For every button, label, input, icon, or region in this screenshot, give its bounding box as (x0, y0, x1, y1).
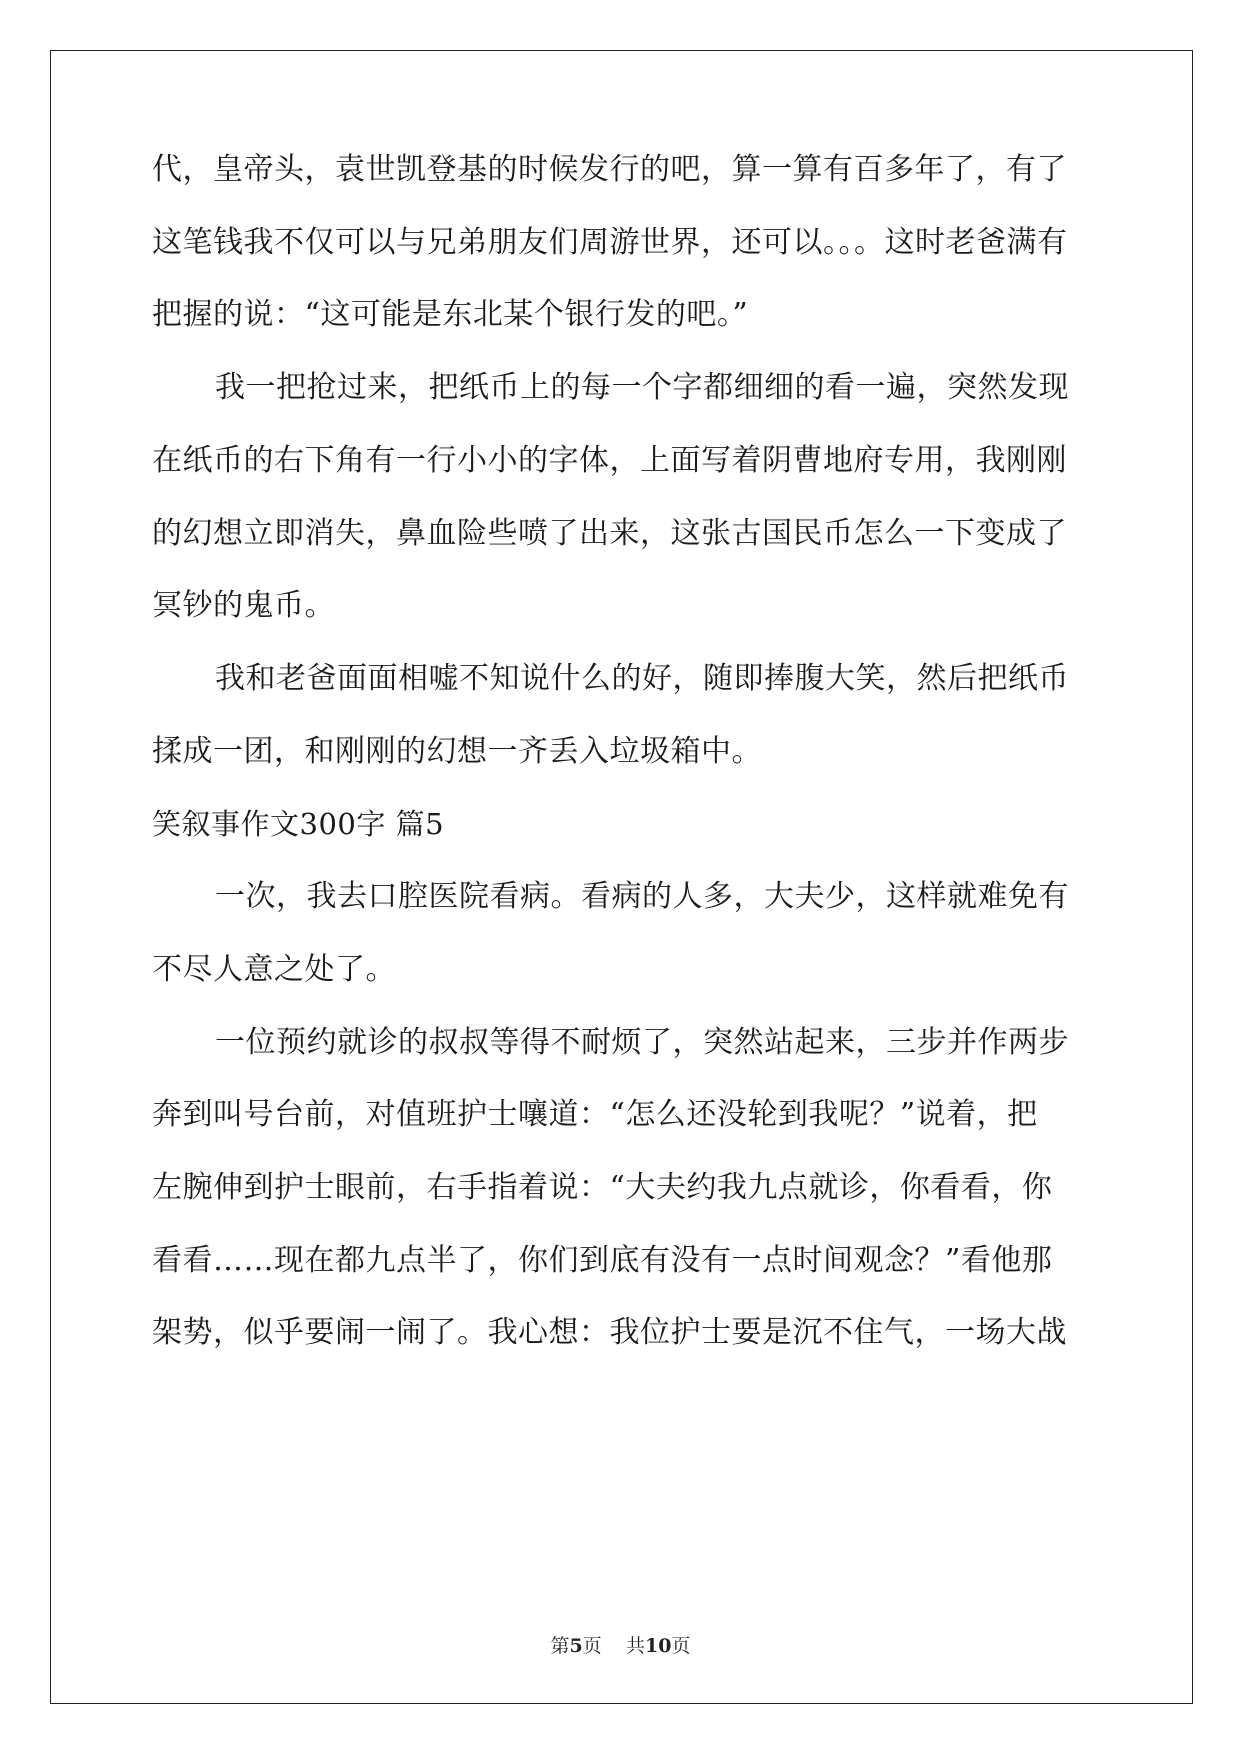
text-line-13: 一位预约就诊的叔叔等得不耐烦了，突然站起来，三步并作两步 (215, 1025, 1069, 1060)
footer-prefix: 第 (550, 1635, 570, 1657)
text-line-3: 把握的说：“这可能是东北某个银行发的吧。” (152, 297, 749, 332)
text-line-1: 代，皇帝头，袁世凯登基的时候发行的吧，算一算有百多年了，有了 (152, 152, 1067, 187)
footer-total-suffix: 页 (671, 1635, 691, 1657)
text-line-9: 揉成一团，和刚刚的幻想一齐丢入垃圾箱中。 (152, 734, 762, 769)
text-line-4: 我一把抢过来，把纸币上的每一个字都细细的看一遍，突然发现 (215, 370, 1069, 405)
text-line-6: 的幻想立即消失，鼻血险些喷了出来，这张古国民币怎么一下变成了 (152, 516, 1067, 551)
footer-page-number: 5 (569, 1635, 583, 1657)
text-line-7: 冥钞的鬼币。 (152, 588, 335, 623)
page-footer (0, 1634, 1241, 1658)
text-line-11: 一次，我去口腔医院看病。看病的人多，大夫少，这样就难免有 (215, 879, 1069, 914)
text-line-15: 左腕伸到护士眼前，右手指着说：“大夫约我九点就诊，你看看，你 (152, 1170, 1053, 1205)
text-line-8: 我和老爸面面相嘘不知说什么的好，随即捧腹大笑，然后把纸币 (215, 661, 1069, 696)
footer-page-suffix: 页 (582, 1635, 602, 1657)
text-line-2: 这笔钱我不仅可以与兄弟朋友们周游世界，还可以。。。这时老爸满有 (152, 225, 1068, 260)
text-line-14: 奔到叫号台前，对值班护士嚷道：“怎么还没轮到我呢？”说着，把 (152, 1097, 1038, 1132)
text-line-12: 不尽人意之处了。 (152, 952, 396, 987)
text-line-16: 看看……现在都九点半了，你们到底有没有一点时间观念？”看他那 (152, 1243, 1053, 1278)
section-heading: 笑叙事作文300字 篇5 (152, 807, 445, 841)
text-line-17: 架势，似乎要闹一闹了。我心想：我位护士要是沉不住气，一场大战 (152, 1315, 1067, 1350)
text-line-5: 在纸币的右下角有一行小小的字体，上面写着阴曹地府专用，我刚刚 (152, 443, 1067, 478)
footer-total-prefix: 共 (625, 1635, 645, 1657)
footer-total-pages: 10 (644, 1635, 672, 1657)
